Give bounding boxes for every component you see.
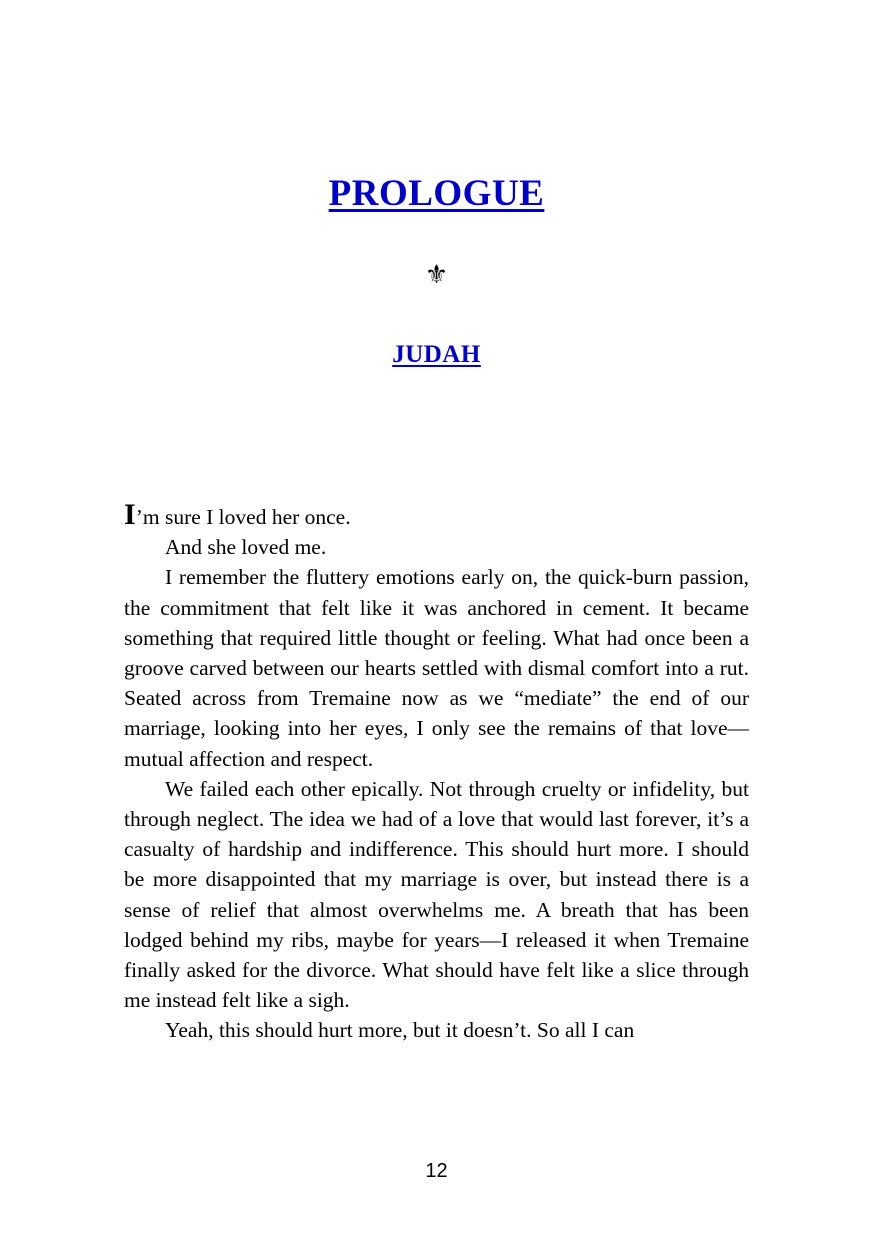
paragraph-3: I remember the fluttery emotions early on, the quick-burn passion, the commitment that felt like it was anchored in cement. It became something that required little thought or feeling. What had once been a groove carved between our hearts settled with dismal comfort into a rut. Seated across from Tremaine now as we “mediate” the end of our marriage, looking into her eyes, I only see the remains of that love—mutual affection and respect. xyxy=(124,565,749,771)
chapter-title: PROLOGUE xyxy=(328,173,545,214)
ornament-divider-icon: ⚜ xyxy=(424,260,449,290)
paragraph-4: We failed each other epically. Not through cruelty or infidelity, but through neglect. The idea we had of a love that would last forever, it’s a casualty of hardship and indifference. This should hurt more. I should be more disappointed that my marriage is over, but instead there is a sense of relief that almost overwhelms me. A breath that has been lodged behind my ribs, maybe for years—I released it when Tremaine finally asked for the divorce. What should have felt like a slice through me instead felt like a sigh. xyxy=(124,776,749,1013)
paragraph-2: And she loved me. xyxy=(165,535,327,560)
drop-cap: I xyxy=(124,498,136,531)
body-text xyxy=(124,500,749,1046)
paragraph-1 xyxy=(124,500,749,532)
page-number: 12 xyxy=(425,1160,448,1182)
paragraph-1-text: ’m sure I loved her once. xyxy=(135,505,351,529)
paragraph-5: Yeah, this should hurt more, but it doesn’t. So all I can xyxy=(165,1018,635,1043)
pov-character-title: JUDAH xyxy=(392,341,481,368)
